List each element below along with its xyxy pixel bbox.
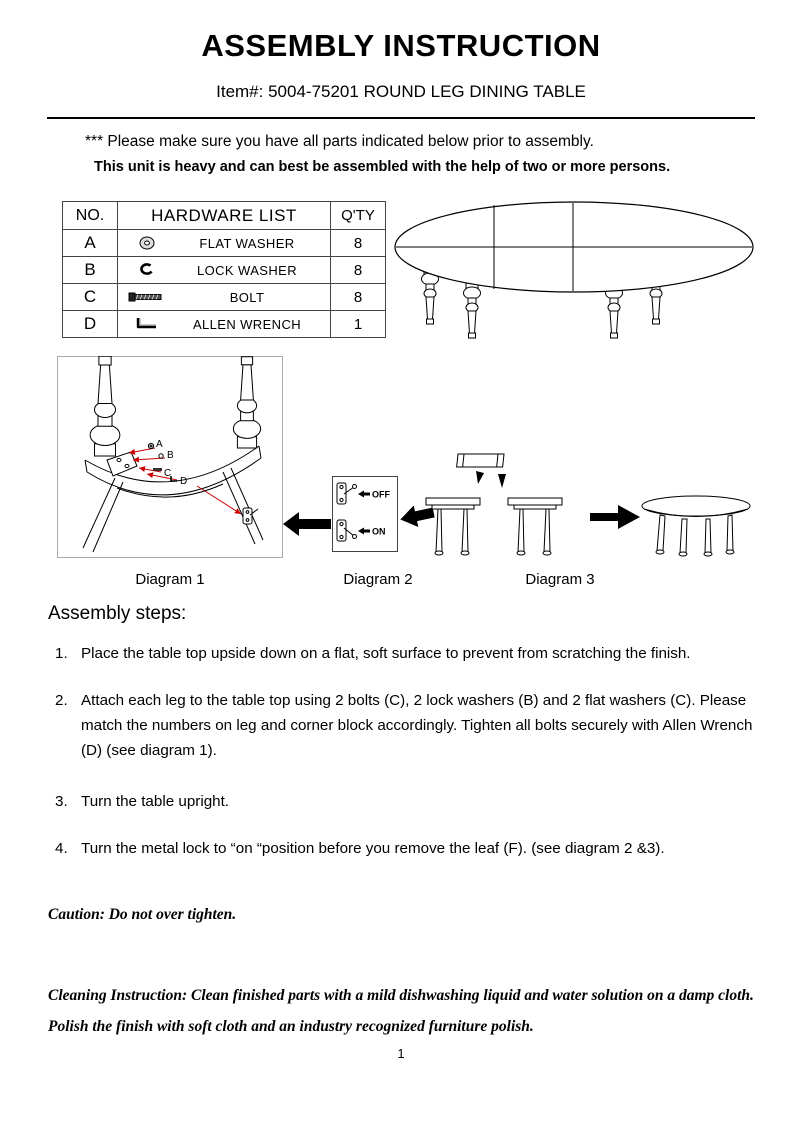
- part-qty: 8: [331, 257, 386, 284]
- step-number: 1.: [55, 645, 68, 662]
- hardware-table: [62, 201, 386, 338]
- assembly-step-3: [55, 789, 755, 814]
- callout-d: D: [180, 476, 188, 487]
- part-name: BOLT: [229, 289, 265, 305]
- part-letter: B: [63, 257, 118, 284]
- arrow-left-icon: [398, 502, 436, 531]
- table-row: [63, 284, 386, 311]
- arrow-right-icon: [590, 505, 640, 529]
- step-text: Attach each leg to the table top using 2 bolts (C), 2 lock washers (B) and 2 flat washers (C). Please match the numbers on leg and corner block accordingly. Tighten all bolts securely with Allen Wrench (D) (see diagram 1).: [81, 692, 753, 759]
- flat-washer-icon: [118, 235, 176, 251]
- hardware-table-header-row: [63, 202, 386, 230]
- part-name: ALLEN WRENCH: [192, 316, 302, 332]
- part-letter: A: [63, 230, 118, 257]
- col-header-hardware-list: HARDWARE LIST: [118, 202, 331, 230]
- page-number: 1: [397, 1046, 405, 1061]
- table-leaf: [457, 454, 504, 467]
- lock-off-label: OFF: [372, 489, 390, 500]
- assembly-steps-heading: Assembly steps:: [48, 603, 187, 624]
- diagram-1-label: Diagram 1: [135, 571, 205, 588]
- part-letter: D: [63, 311, 118, 338]
- callout-c: C: [164, 468, 172, 479]
- table-row: [63, 257, 386, 284]
- assembly-step-4: [55, 836, 755, 861]
- bolt-icon: [118, 291, 176, 303]
- item-subtitle: Item#: 5004-75201 ROUND LEG DINING TABLE: [216, 82, 586, 101]
- divider: [47, 117, 755, 119]
- down-arrow-icon: [498, 474, 506, 488]
- col-header-no: NO.: [63, 202, 118, 230]
- part-letter: C: [63, 284, 118, 311]
- open-table-side-view: [426, 498, 562, 555]
- diagram-2-illustration: [332, 476, 398, 552]
- allen-wrench-icon: [118, 316, 176, 332]
- diagram-3-illustration: [398, 452, 758, 567]
- diagram-1-illustration: [57, 356, 283, 558]
- part-qty: 1: [331, 311, 386, 338]
- dining-table-illustration: [390, 197, 758, 349]
- step-number: 3.: [55, 793, 68, 810]
- page-title: ASSEMBLY INSTRUCTION: [201, 28, 601, 63]
- assembled-table-side-view: [642, 496, 750, 556]
- lock-on-label: ON: [372, 526, 386, 537]
- diagrams-band: [0, 356, 802, 572]
- step-text: Turn the metal lock to “on “position before you remove the leaf (F). (see diagram 2 &3).: [81, 840, 665, 857]
- table-row: [63, 230, 386, 257]
- step-number: 4.: [55, 840, 68, 857]
- step-text: Place the table top upside down on a flat, soft surface to prevent from scratching the finish.: [81, 645, 691, 662]
- notice-heavy-warning: This unit is heavy and can best be assembled with the help of two or more persons.: [94, 159, 671, 175]
- arrow-left-icon: [283, 510, 333, 538]
- down-arrow-icon: [476, 471, 484, 484]
- step-text: Turn the table upright.: [81, 793, 230, 810]
- assembly-step-1: [55, 641, 755, 666]
- part-qty: 8: [331, 284, 386, 311]
- cleaning-instruction: Cleaning Instruction: Clean finished parts with a mild dishwashing liquid and water solution on a damp cloth. Polish the finish with soft cloth and an industry recognized furniture polish.: [48, 987, 770, 1035]
- callout-a: A: [156, 439, 163, 450]
- notice-parts-check: *** Please make sure you have all parts indicated below prior to assembly.: [85, 133, 594, 150]
- diagram-2-label: Diagram 2: [343, 571, 413, 588]
- part-qty: 8: [331, 230, 386, 257]
- step-number: 2.: [55, 692, 68, 709]
- col-header-qty: Q'TY: [331, 202, 386, 230]
- callout-b: B: [167, 450, 174, 461]
- table-row: [63, 311, 386, 338]
- part-name: LOCK WASHER: [197, 262, 297, 278]
- diagram-3-label: Diagram 3: [525, 571, 595, 588]
- caution-note: Caution: Do not over tighten.: [48, 906, 237, 923]
- part-name: FLAT WASHER: [199, 235, 295, 251]
- assembly-step-2: [55, 688, 755, 763]
- lock-washer-icon: [118, 262, 176, 278]
